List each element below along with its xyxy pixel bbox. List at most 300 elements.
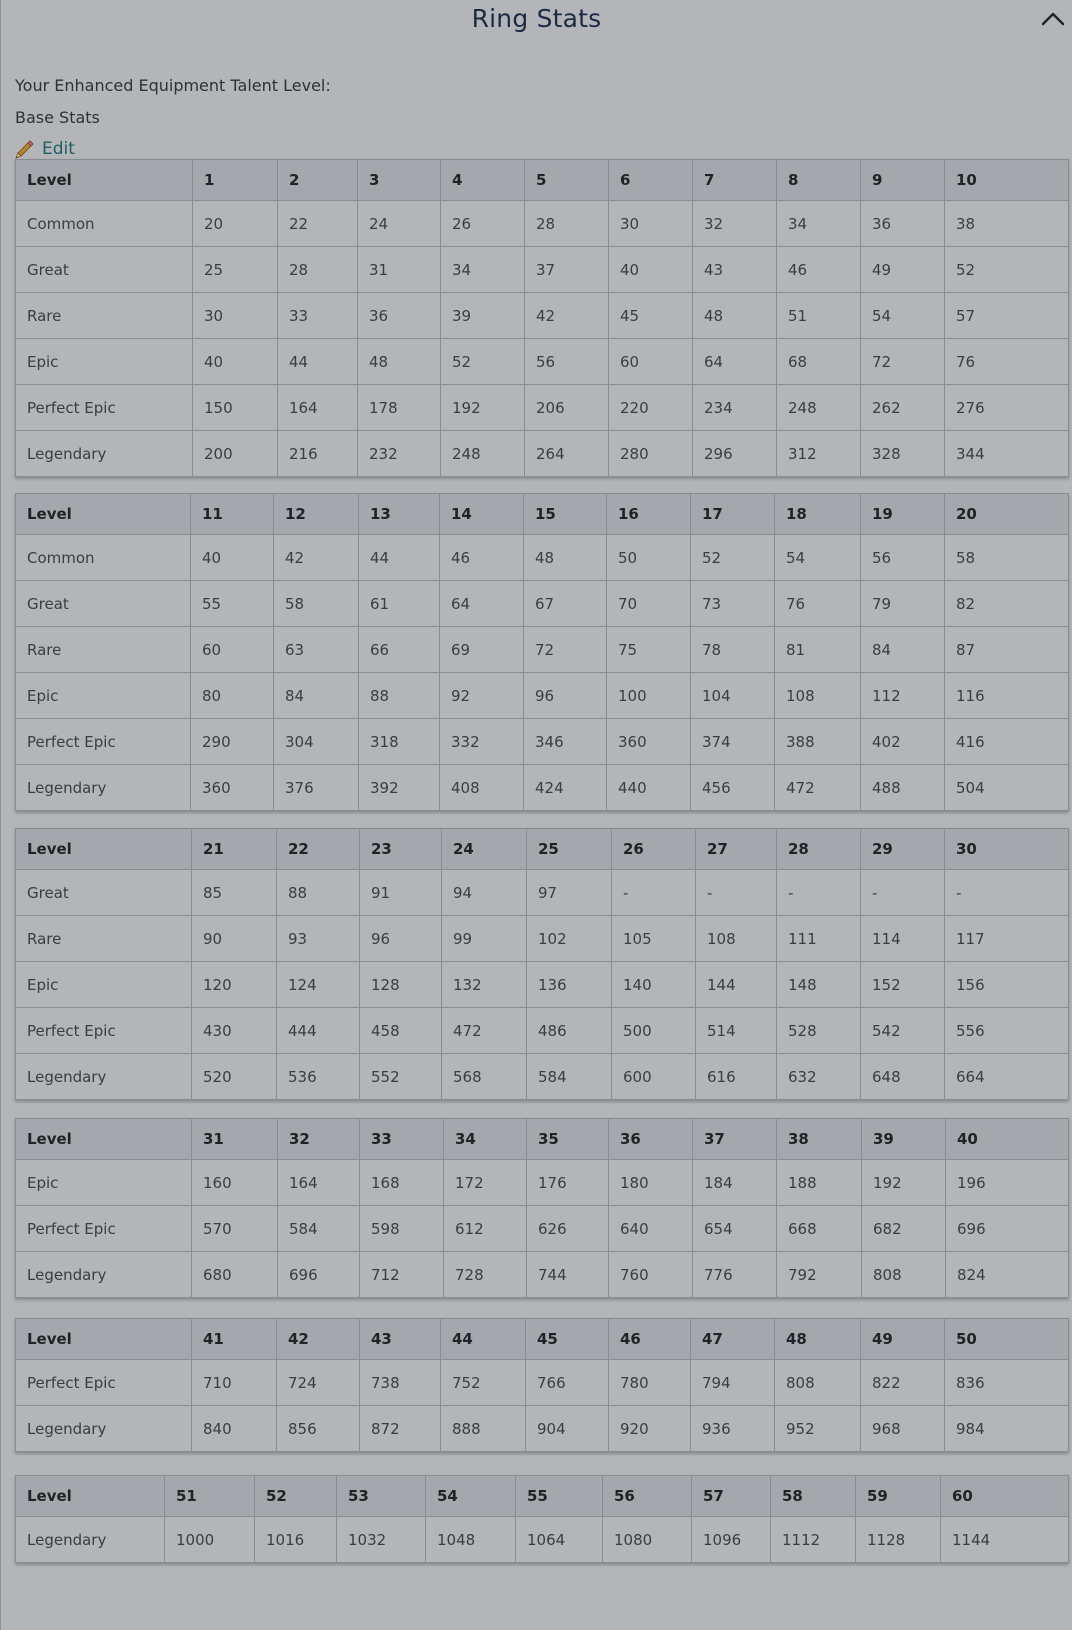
- stat-value-cell: 568: [442, 1054, 527, 1100]
- rarity-label: Legendary: [16, 1054, 192, 1100]
- stat-value-cell: 780: [609, 1360, 691, 1406]
- stat-value-cell: 1016: [255, 1517, 337, 1563]
- stat-value-cell: 856: [277, 1406, 360, 1452]
- edit-label: Edit: [42, 139, 75, 159]
- stat-value-cell: 25: [193, 247, 278, 293]
- stat-value-cell: 424: [524, 765, 607, 811]
- level-column-header: 45: [526, 1319, 609, 1360]
- stat-value-cell: 81: [775, 627, 861, 673]
- stat-value-cell: 72: [524, 627, 607, 673]
- stat-value-cell: 388: [775, 719, 861, 765]
- stat-value-cell: 132: [442, 962, 527, 1008]
- stat-value-cell: 42: [274, 535, 359, 581]
- rarity-label: Epic: [16, 1160, 192, 1206]
- stat-value-cell: 528: [777, 1008, 861, 1054]
- level-column-header: 9: [861, 160, 945, 201]
- stat-value-cell: 58: [274, 581, 359, 627]
- stat-value-cell: 640: [609, 1206, 693, 1252]
- stat-value-cell: -: [612, 870, 696, 916]
- stat-value-cell: 444: [277, 1008, 360, 1054]
- level-header: Level: [16, 1476, 165, 1517]
- level-column-header: 32: [278, 1119, 360, 1160]
- stat-value-cell: 104: [691, 673, 775, 719]
- level-column-header: 15: [524, 494, 607, 535]
- stat-value-cell: 63: [274, 627, 359, 673]
- stat-value-cell: 1144: [941, 1517, 1069, 1563]
- table-row: [16, 1406, 1069, 1452]
- stat-value-cell: 808: [775, 1360, 861, 1406]
- table-row: [16, 1360, 1069, 1406]
- table-row: [16, 870, 1069, 916]
- stat-value-cell: 968: [861, 1406, 945, 1452]
- stat-value-cell: 26: [441, 201, 525, 247]
- level-column-header: 51: [165, 1476, 255, 1517]
- table-header-row: [16, 1119, 1069, 1160]
- stat-value-cell: 112: [861, 673, 945, 719]
- stat-value-cell: 51: [777, 293, 861, 339]
- stat-value-cell: 54: [861, 293, 945, 339]
- rarity-label: Rare: [16, 916, 192, 962]
- stat-value-cell: 304: [274, 719, 359, 765]
- stat-value-cell: 192: [862, 1160, 946, 1206]
- stat-value-cell: 290: [191, 719, 274, 765]
- rarity-label: Legendary: [16, 431, 193, 477]
- stat-value-cell: 96: [524, 673, 607, 719]
- stat-value-cell: 48: [693, 293, 777, 339]
- level-column-header: 20: [945, 494, 1069, 535]
- stat-value-cell: 192: [441, 385, 525, 431]
- level-header: Level: [16, 494, 191, 535]
- level-column-header: 27: [696, 829, 777, 870]
- stat-value-cell: 48: [358, 339, 441, 385]
- stat-value-cell: 936: [691, 1406, 775, 1452]
- stats-table: [15, 159, 1069, 477]
- stat-value-cell: 920: [609, 1406, 691, 1452]
- stat-value-cell: 472: [775, 765, 861, 811]
- stat-value-cell: 888: [441, 1406, 526, 1452]
- rarity-label: Epic: [16, 962, 192, 1008]
- rarity-label: Legendary: [16, 1406, 192, 1452]
- stat-value-cell: 520: [192, 1054, 277, 1100]
- talent-level-label: Your Enhanced Equipment Talent Level:: [15, 76, 331, 95]
- stat-value-cell: 440: [607, 765, 691, 811]
- stat-value-cell: 64: [440, 581, 524, 627]
- stat-value-cell: -: [696, 870, 777, 916]
- stat-value-cell: 392: [359, 765, 440, 811]
- stat-value-cell: 206: [525, 385, 609, 431]
- rarity-label: Epic: [16, 339, 193, 385]
- stat-value-cell: 67: [524, 581, 607, 627]
- stat-value-cell: 184: [693, 1160, 777, 1206]
- level-column-header: 60: [941, 1476, 1069, 1517]
- stat-value-cell: 1128: [856, 1517, 941, 1563]
- stat-value-cell: 148: [777, 962, 861, 1008]
- level-header: Level: [16, 1119, 192, 1160]
- stat-value-cell: 61: [359, 581, 440, 627]
- level-column-header: 35: [527, 1119, 609, 1160]
- stat-value-cell: 31: [358, 247, 441, 293]
- level-column-header: 55: [516, 1476, 603, 1517]
- rarity-label: Great: [16, 247, 193, 293]
- stats-table: [15, 828, 1069, 1100]
- table-row: [16, 1252, 1069, 1298]
- level-column-header: 33: [360, 1119, 444, 1160]
- stat-value-cell: 117: [945, 916, 1069, 962]
- stat-value-cell: 176: [527, 1160, 609, 1206]
- table-row: [16, 916, 1069, 962]
- panel-title: Ring Stats: [471, 4, 602, 33]
- stat-value-cell: 696: [278, 1252, 360, 1298]
- stat-value-cell: 108: [775, 673, 861, 719]
- stat-value-cell: 552: [360, 1054, 442, 1100]
- stat-value-cell: 24: [358, 201, 441, 247]
- stat-value-cell: 76: [945, 339, 1069, 385]
- stat-value-cell: 216: [278, 431, 358, 477]
- stat-value-cell: 488: [861, 765, 945, 811]
- stat-value-cell: -: [861, 870, 945, 916]
- stat-value-cell: 178: [358, 385, 441, 431]
- rarity-label: Great: [16, 870, 192, 916]
- level-column-header: 42: [277, 1319, 360, 1360]
- rarity-label: Perfect Epic: [16, 1206, 192, 1252]
- stat-value-cell: 584: [527, 1054, 612, 1100]
- stat-value-cell: 472: [442, 1008, 527, 1054]
- stat-value-cell: 52: [441, 339, 525, 385]
- stat-value-cell: 1112: [771, 1517, 856, 1563]
- stat-value-cell: 542: [861, 1008, 945, 1054]
- stat-value-cell: 312: [777, 431, 861, 477]
- stat-value-cell: 120: [192, 962, 277, 1008]
- stat-value-cell: 822: [861, 1360, 945, 1406]
- level-column-header: 6: [609, 160, 693, 201]
- stat-value-cell: 144: [696, 962, 777, 1008]
- stat-value-cell: 416: [945, 719, 1069, 765]
- level-column-header: 57: [692, 1476, 771, 1517]
- stat-value-cell: 28: [278, 247, 358, 293]
- stats-table: [15, 1318, 1069, 1452]
- stat-value-cell: 34: [441, 247, 525, 293]
- rarity-label: Common: [16, 535, 191, 581]
- pencil-icon: [14, 138, 36, 160]
- stat-value-cell: 612: [444, 1206, 527, 1252]
- stat-value-cell: 88: [277, 870, 360, 916]
- level-column-header: 40: [946, 1119, 1069, 1160]
- stat-value-cell: 374: [691, 719, 775, 765]
- stat-value-cell: 668: [777, 1206, 862, 1252]
- stat-value-cell: 28: [525, 201, 609, 247]
- stat-value-cell: 128: [360, 962, 442, 1008]
- rarity-label: Legendary: [16, 765, 191, 811]
- stat-value-cell: 328: [861, 431, 945, 477]
- stat-value-cell: 196: [946, 1160, 1069, 1206]
- level-column-header: 46: [609, 1319, 691, 1360]
- stat-value-cell: 30: [193, 293, 278, 339]
- stat-value-cell: 30: [609, 201, 693, 247]
- stat-value-cell: 264: [525, 431, 609, 477]
- table-row: [16, 765, 1069, 811]
- stat-value-cell: 66: [359, 627, 440, 673]
- stat-value-cell: 1032: [337, 1517, 426, 1563]
- table-row: [16, 293, 1069, 339]
- stat-value-cell: 514: [696, 1008, 777, 1054]
- stat-value-cell: 296: [693, 431, 777, 477]
- stat-value-cell: 64: [693, 339, 777, 385]
- stat-value-cell: 600: [612, 1054, 696, 1100]
- stat-value-cell: 1048: [426, 1517, 516, 1563]
- stat-value-cell: 616: [696, 1054, 777, 1100]
- stat-value-cell: 504: [945, 765, 1069, 811]
- stat-value-cell: 738: [360, 1360, 441, 1406]
- stat-value-cell: 37: [525, 247, 609, 293]
- stat-value-cell: 486: [527, 1008, 612, 1054]
- level-column-header: 13: [359, 494, 440, 535]
- stat-value-cell: 48: [524, 535, 607, 581]
- stat-value-cell: 262: [861, 385, 945, 431]
- level-column-header: 38: [777, 1119, 862, 1160]
- level-column-header: 25: [527, 829, 612, 870]
- stat-value-cell: 682: [862, 1206, 946, 1252]
- level-column-header: 3: [358, 160, 441, 201]
- table-row: [16, 1206, 1069, 1252]
- stat-value-cell: 456: [691, 765, 775, 811]
- stat-value-cell: 99: [442, 916, 527, 962]
- stat-value-cell: 180: [609, 1160, 693, 1206]
- table-row: [16, 719, 1069, 765]
- level-column-header: 18: [775, 494, 861, 535]
- stat-value-cell: 276: [945, 385, 1069, 431]
- stat-value-cell: 39: [441, 293, 525, 339]
- level-column-header: 48: [775, 1319, 861, 1360]
- stat-value-cell: 102: [527, 916, 612, 962]
- stat-value-cell: 792: [777, 1252, 862, 1298]
- stat-value-cell: 598: [360, 1206, 444, 1252]
- stat-value-cell: 712: [360, 1252, 444, 1298]
- stat-value-cell: 58: [945, 535, 1069, 581]
- table-row: [16, 385, 1069, 431]
- table-row: [16, 247, 1069, 293]
- level-column-header: 17: [691, 494, 775, 535]
- stat-value-cell: 766: [526, 1360, 609, 1406]
- stat-value-cell: 49: [861, 247, 945, 293]
- stat-value-cell: 234: [693, 385, 777, 431]
- stat-value-cell: 140: [612, 962, 696, 1008]
- stat-value-cell: 56: [525, 339, 609, 385]
- level-column-header: 50: [945, 1319, 1069, 1360]
- stat-value-cell: 42: [525, 293, 609, 339]
- stat-value-cell: 160: [192, 1160, 278, 1206]
- stats-table: [15, 1475, 1069, 1563]
- stat-value-cell: 904: [526, 1406, 609, 1452]
- stat-value-cell: 164: [278, 385, 358, 431]
- stat-value-cell: 40: [609, 247, 693, 293]
- chevron-up-icon[interactable]: [1040, 8, 1066, 30]
- stat-value-cell: 710: [192, 1360, 277, 1406]
- stat-value-cell: 45: [609, 293, 693, 339]
- stat-value-cell: 34: [777, 201, 861, 247]
- table-header-row: [16, 1319, 1069, 1360]
- stat-value-cell: 1096: [692, 1517, 771, 1563]
- stat-value-cell: 632: [777, 1054, 861, 1100]
- stat-value-cell: 40: [193, 339, 278, 385]
- table-row: [16, 1517, 1069, 1563]
- stat-value-cell: 1000: [165, 1517, 255, 1563]
- stat-value-cell: 724: [277, 1360, 360, 1406]
- stat-value-cell: 952: [775, 1406, 861, 1452]
- stat-value-cell: 408: [440, 765, 524, 811]
- stat-value-cell: 54: [775, 535, 861, 581]
- level-column-header: 47: [691, 1319, 775, 1360]
- stat-value-cell: 984: [945, 1406, 1069, 1452]
- table-row: [16, 339, 1069, 385]
- level-column-header: 21: [192, 829, 277, 870]
- stat-value-cell: 156: [945, 962, 1069, 1008]
- stat-value-cell: 280: [609, 431, 693, 477]
- rarity-label: Legendary: [16, 1517, 165, 1563]
- stat-value-cell: 93: [277, 916, 360, 962]
- stat-value-cell: 88: [359, 673, 440, 719]
- level-column-header: 39: [862, 1119, 946, 1160]
- level-column-header: 2: [278, 160, 358, 201]
- level-column-header: 19: [861, 494, 945, 535]
- level-column-header: 26: [612, 829, 696, 870]
- stat-value-cell: 68: [777, 339, 861, 385]
- panel-header[interactable]: [1, 0, 1072, 46]
- stat-value-cell: 57: [945, 293, 1069, 339]
- level-column-header: 30: [945, 829, 1069, 870]
- level-column-header: 24: [442, 829, 527, 870]
- stat-value-cell: 46: [440, 535, 524, 581]
- stat-value-cell: 87: [945, 627, 1069, 673]
- stat-value-cell: 152: [861, 962, 945, 1008]
- stat-value-cell: 164: [278, 1160, 360, 1206]
- stat-value-cell: 124: [277, 962, 360, 1008]
- stat-value-cell: 82: [945, 581, 1069, 627]
- level-column-header: 58: [771, 1476, 856, 1517]
- stat-value-cell: 188: [777, 1160, 862, 1206]
- stat-value-cell: 56: [861, 535, 945, 581]
- stat-value-cell: 344: [945, 431, 1069, 477]
- stat-value-cell: 60: [191, 627, 274, 673]
- stat-value-cell: 168: [360, 1160, 444, 1206]
- stat-value-cell: 728: [444, 1252, 527, 1298]
- stat-value-cell: 75: [607, 627, 691, 673]
- stat-value-cell: 90: [192, 916, 277, 962]
- stat-value-cell: 20: [193, 201, 278, 247]
- stat-value-cell: 584: [278, 1206, 360, 1252]
- stat-value-cell: 116: [945, 673, 1069, 719]
- stat-value-cell: 744: [527, 1252, 609, 1298]
- level-column-header: 31: [192, 1119, 278, 1160]
- stat-value-cell: -: [777, 870, 861, 916]
- stat-value-cell: 69: [440, 627, 524, 673]
- stat-value-cell: 360: [607, 719, 691, 765]
- stat-value-cell: 52: [691, 535, 775, 581]
- stat-value-cell: 458: [360, 1008, 442, 1054]
- level-column-header: 22: [277, 829, 360, 870]
- stat-value-cell: 36: [358, 293, 441, 339]
- stat-value-cell: 872: [360, 1406, 441, 1452]
- level-column-header: 1: [193, 160, 278, 201]
- rarity-label: Great: [16, 581, 191, 627]
- stat-value-cell: 100: [607, 673, 691, 719]
- level-column-header: 54: [426, 1476, 516, 1517]
- stat-value-cell: 92: [440, 673, 524, 719]
- stat-value-cell: 664: [945, 1054, 1069, 1100]
- table-row: [16, 1054, 1069, 1100]
- stat-value-cell: 80: [191, 673, 274, 719]
- rarity-label: Legendary: [16, 1252, 192, 1298]
- stat-value-cell: 172: [444, 1160, 527, 1206]
- stat-value-cell: 836: [945, 1360, 1069, 1406]
- level-column-header: 16: [607, 494, 691, 535]
- stat-value-cell: 44: [278, 339, 358, 385]
- stat-value-cell: 70: [607, 581, 691, 627]
- level-column-header: 59: [856, 1476, 941, 1517]
- stat-value-cell: 760: [609, 1252, 693, 1298]
- stat-value-cell: 752: [441, 1360, 526, 1406]
- stat-value-cell: 32: [693, 201, 777, 247]
- level-column-header: 8: [777, 160, 861, 201]
- stat-value-cell: 1080: [603, 1517, 692, 1563]
- stat-value-cell: 570: [192, 1206, 278, 1252]
- stat-value-cell: 776: [693, 1252, 777, 1298]
- stat-value-cell: 346: [524, 719, 607, 765]
- stat-value-cell: 430: [192, 1008, 277, 1054]
- stat-value-cell: 402: [861, 719, 945, 765]
- stat-value-cell: 111: [777, 916, 861, 962]
- level-column-header: 7: [693, 160, 777, 201]
- rarity-label: Perfect Epic: [16, 719, 191, 765]
- stat-value-cell: 38: [945, 201, 1069, 247]
- level-column-header: 12: [274, 494, 359, 535]
- stat-value-cell: 108: [696, 916, 777, 962]
- stat-value-cell: 94: [442, 870, 527, 916]
- stat-value-cell: 232: [358, 431, 441, 477]
- stat-value-cell: 22: [278, 201, 358, 247]
- level-column-header: 29: [861, 829, 945, 870]
- level-column-header: 23: [360, 829, 442, 870]
- base-stats-label: Base Stats: [15, 108, 100, 127]
- level-column-header: 34: [444, 1119, 527, 1160]
- stat-value-cell: 360: [191, 765, 274, 811]
- edit-button[interactable]: [14, 138, 75, 160]
- stat-value-cell: 500: [612, 1008, 696, 1054]
- stat-value-cell: 626: [527, 1206, 609, 1252]
- stat-value-cell: 52: [945, 247, 1069, 293]
- stat-value-cell: 824: [946, 1252, 1069, 1298]
- stat-value-cell: 654: [693, 1206, 777, 1252]
- stat-value-cell: 332: [440, 719, 524, 765]
- stat-value-cell: 536: [277, 1054, 360, 1100]
- level-column-header: 10: [945, 160, 1069, 201]
- level-column-header: 14: [440, 494, 524, 535]
- stat-value-cell: 36: [861, 201, 945, 247]
- stat-value-cell: 248: [441, 431, 525, 477]
- stat-value-cell: 200: [193, 431, 278, 477]
- level-column-header: 53: [337, 1476, 426, 1517]
- level-column-header: 44: [441, 1319, 526, 1360]
- table-header-row: [16, 1476, 1069, 1517]
- level-column-header: 43: [360, 1319, 441, 1360]
- level-header: Level: [16, 160, 193, 201]
- stat-value-cell: 1064: [516, 1517, 603, 1563]
- level-column-header: 11: [191, 494, 274, 535]
- rarity-label: Perfect Epic: [16, 385, 193, 431]
- rarity-label: Epic: [16, 673, 191, 719]
- table-row: [16, 627, 1069, 673]
- level-column-header: 37: [693, 1119, 777, 1160]
- stat-value-cell: 220: [609, 385, 693, 431]
